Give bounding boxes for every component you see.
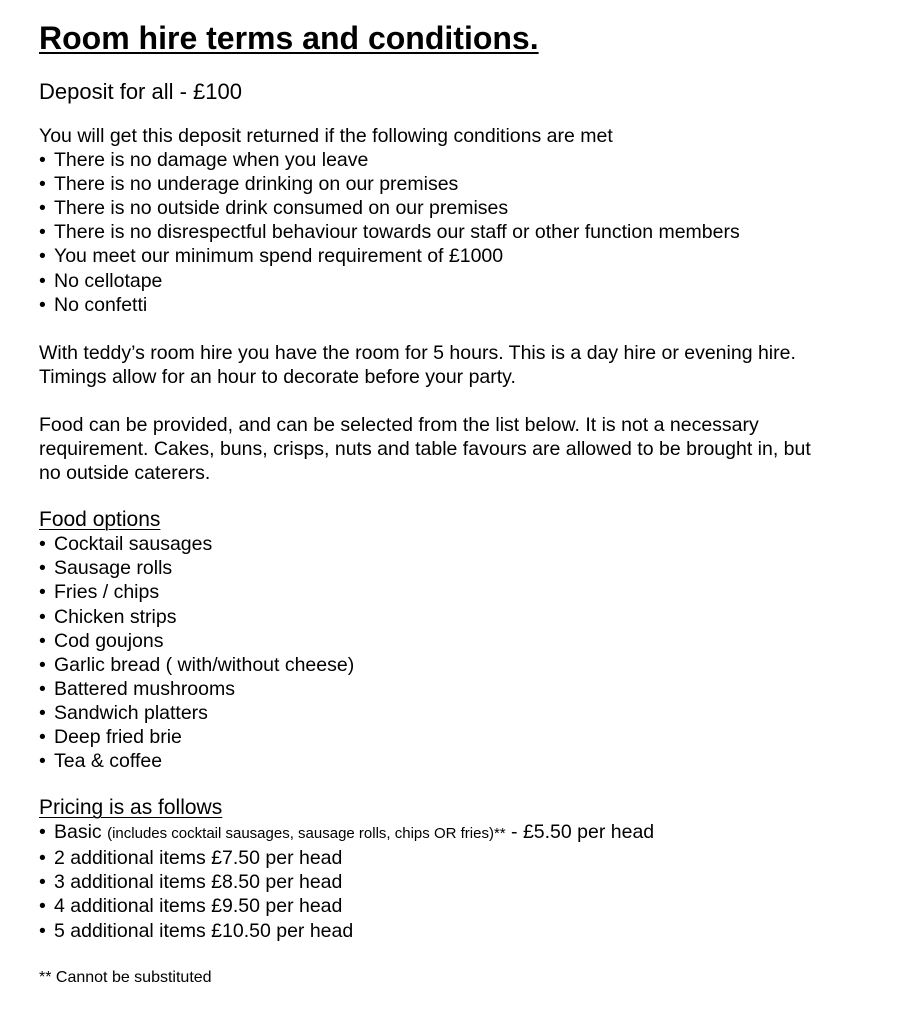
- paragraph-line: With teddy’s room hire you have the room for 5 hours. This is a day hire or evening hire.: [39, 341, 796, 364]
- list-item: • Sandwich platters: [39, 701, 899, 725]
- list-item: • No confetti: [39, 293, 899, 317]
- pricing-heading: Pricing is as follows: [39, 796, 223, 820]
- list-item: • Cocktail sausages: [39, 532, 899, 556]
- document: [39, 18, 899, 988]
- list-item: • Tea & coffee: [39, 749, 899, 773]
- food-options-heading: Food options: [39, 508, 161, 532]
- food-options-section: [39, 507, 899, 773]
- pricing-section: [39, 795, 899, 942]
- pricing-list: [39, 820, 899, 942]
- list-item: • 2 additional items £7.50 per head: [39, 846, 899, 870]
- list-item: • There is no outside drink consumed on our premises: [39, 196, 899, 220]
- list-item: • Sausage rolls: [39, 556, 899, 580]
- room-hire-paragraph: [39, 341, 899, 389]
- paragraph-line: no outside caterers.: [39, 462, 211, 485]
- pricing-basic-label: Basic: [54, 821, 108, 844]
- list-item: • No cellotape: [39, 269, 899, 293]
- list-item: • Garlic bread ( with/without cheese): [39, 653, 899, 677]
- pricing-basic-item: [39, 820, 899, 846]
- list-item: • There is no damage when you leave: [39, 148, 899, 172]
- paragraph-line: Timings allow for an hour to decorate before your party.: [39, 365, 516, 388]
- paragraph-line: Food can be provided, and can be selected from the list below. It is not a necessary: [39, 413, 759, 436]
- list-item: • 4 additional items £9.50 per head: [39, 894, 899, 918]
- list-item: • Deep fried brie: [39, 725, 899, 749]
- food-paragraph: [39, 413, 899, 485]
- pricing-basic-price: - £5.50 per head: [505, 821, 655, 844]
- deposit-conditions-intro: You will get this deposit returned if the following conditions are met: [39, 125, 613, 147]
- food-options-list: [39, 532, 899, 773]
- list-item: • Battered mushrooms: [39, 677, 899, 701]
- list-item: • Cod goujons: [39, 629, 899, 653]
- deposit-conditions-list: [39, 148, 899, 317]
- page-title: Room hire terms and conditions.: [39, 20, 539, 56]
- list-item: • You meet our minimum spend requirement of £1000: [39, 244, 899, 268]
- list-item: • There is no disrespectful behaviour towards our staff or other function members: [39, 220, 899, 244]
- deposit-conditions-section: [39, 124, 899, 317]
- list-item: • Chicken strips: [39, 605, 899, 629]
- deposit-amount: Deposit for all - £100: [39, 79, 242, 104]
- list-item: • Fries / chips: [39, 580, 899, 604]
- paragraph-line: requirement. Cakes, buns, crisps, nuts and table favours are allowed to be brought in, but: [39, 438, 811, 461]
- list-item: • 3 additional items £8.50 per head: [39, 870, 899, 894]
- footnote: ** Cannot be substituted: [39, 968, 212, 986]
- list-item: • 5 additional items £10.50 per head: [39, 919, 899, 943]
- list-item: • There is no underage drinking on our premises: [39, 172, 899, 196]
- pricing-basic-detail: (includes cocktail sausages, sausage rolls, chips OR fries)**: [107, 825, 506, 843]
